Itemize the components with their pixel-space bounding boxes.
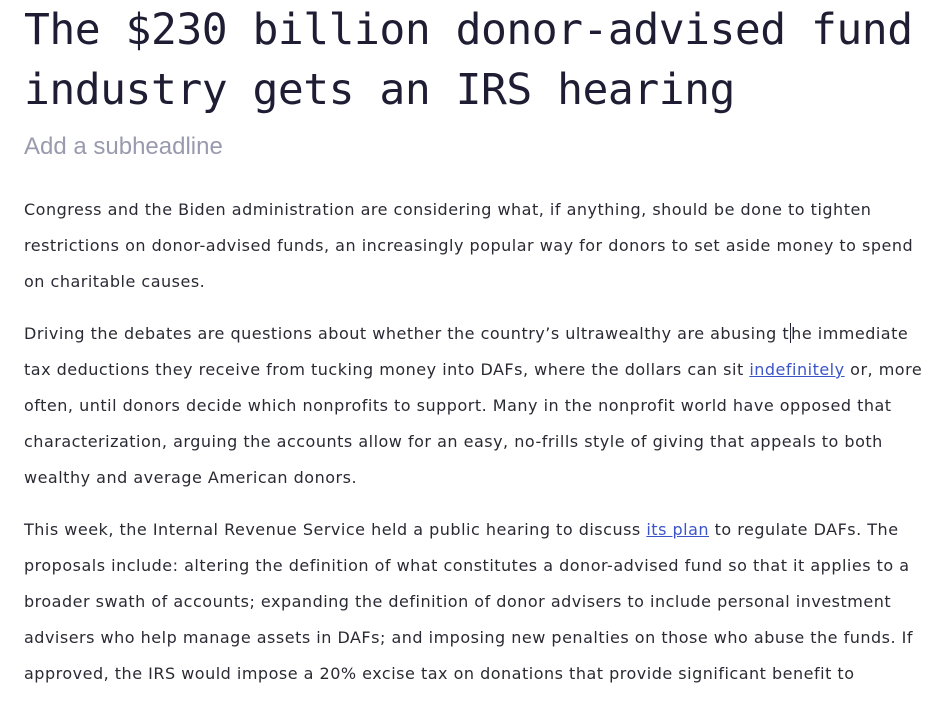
- subheadline-field[interactable]: Add a subheadline: [24, 133, 223, 160]
- paragraph[interactable]: Congress and the Biden administration are considering what, if anything, should be done to tighten restrictions on donor-advised funds, an increasingly popular way for donors to set aside money to spend on charitable causes.: [24, 200, 914, 291]
- paragraph-text: Driving the debates are questions about whether the country’s ultrawealthy are abusing t: [24, 324, 790, 343]
- paragraph-text: he immediate tax deductions they receive from tucking money into DAFs, where the dollars can sit: [24, 324, 909, 379]
- link-indefinitely[interactable]: indefinitely: [749, 360, 845, 379]
- paragraph-text: or, more often, until donors decide which nonprofits to support. Many in the nonprofit world have opposed that characterization, arguing the accounts allow for an easy, no-frills style of giving that appeals to both wealthy and average American donors.: [24, 360, 923, 487]
- article-editor[interactable]: [24, 0, 924, 708]
- headline-field[interactable]: The $230 billion donor-advised fund industry gets an IRS hearing: [24, 5, 913, 115]
- article-body[interactable]: [24, 192, 924, 692]
- link-its-plan[interactable]: its plan: [646, 520, 710, 539]
- paragraph-text: to regulate DAFs. The proposals include: altering the definition of what constitutes a donor-advised fund so that it applies to a broader swath of accounts; expanding the definition of donor advisers to include personal investment advisers who help manage assets in DAFs; and imposing new penalties on those who abuse the funds. If approved, the IRS would impose a 20% excise tax on donations that provide significant benefit to: [24, 520, 914, 683]
- paragraph[interactable]: [24, 316, 924, 496]
- paragraph[interactable]: [24, 512, 924, 692]
- paragraph-text: This week, the Internal Revenue Service held a public hearing to discuss: [24, 520, 647, 539]
